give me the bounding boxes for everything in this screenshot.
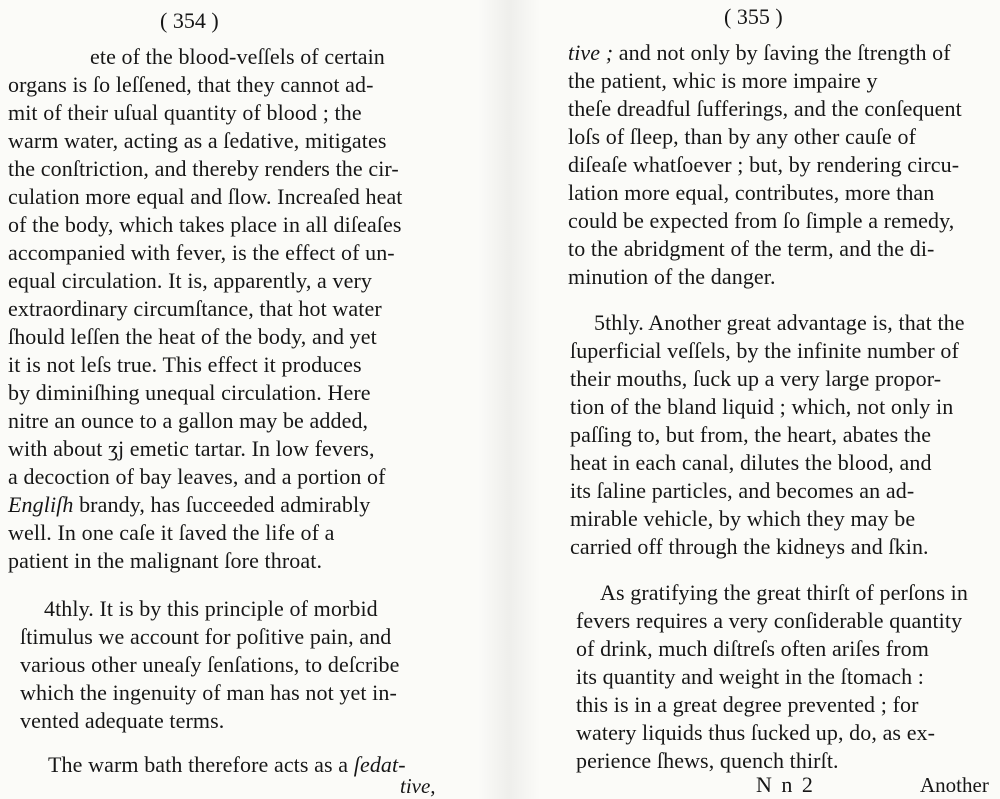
right-catchword: Another [920, 773, 989, 797]
text-span: brandy, has ſucceeded admirably [73, 492, 371, 517]
italic-word: ſedat- [353, 752, 406, 777]
text-line: accompanied with fever, is the effect of un- [8, 240, 395, 265]
text-line: perience ſhews, quench thirſt. [576, 748, 839, 773]
right-page [540, 0, 1000, 799]
text-line: various other uneaſy ſenſations, to deſcribe [20, 652, 400, 677]
text-line: the patient, whic is more impaire y [568, 68, 878, 93]
text-line: its ſaline particles, and becomes an ad- [570, 478, 915, 503]
text-line: the conſtriction, and thereby renders the cir- [8, 156, 399, 181]
text-line: ſhould leſſen the heat of the body, and yet [8, 324, 377, 349]
text-line: mirable vehicle, by which they may be [570, 506, 916, 531]
text-line: As gratifying the great thirſt of perſons in [600, 580, 968, 605]
text-line: carried off through the kidneys and ſkin. [570, 534, 929, 559]
text-line: its quantity and weight in the ſtomach : [576, 664, 924, 689]
text-line: of the body, which takes place in all diſeaſes [8, 212, 402, 237]
book-gutter [478, 0, 540, 799]
left-page [0, 0, 480, 799]
signature-mark: N n 2 [756, 772, 815, 797]
text-line: this is in a great degree prevented ; for [576, 692, 919, 717]
text-line [48, 752, 406, 778]
text-line: of drink, much diſtreſs often ariſes from [576, 636, 929, 661]
text-line: ſuperficial veſſels, by the infinite number of [570, 338, 959, 363]
italic-word: tive ; [568, 40, 614, 65]
text-line: by diminiſhing unequal circulation. Here [8, 380, 371, 405]
text-line: theſe dreadful ſufferings, and the conſequent [568, 96, 962, 121]
text-line: mit of their uſual quantity of blood ; the [8, 100, 362, 125]
text-line: warm water, acting as a ſedative, mitigates [8, 128, 387, 153]
text-span: The warm bath therefore acts as a [48, 752, 354, 777]
italic-word: Engliſh [8, 492, 74, 517]
text-line: nitre an ounce to a gallon may be added, [8, 408, 369, 433]
right-page-number: ( 355 ) [724, 4, 783, 29]
text-line: 5thly. Another great advantage is, that the [594, 310, 965, 335]
text-line: diſeaſe whatſoever ; but, by rendering circu- [568, 152, 960, 177]
text-line: extraordinary circumſtance, that hot water [8, 296, 382, 321]
text-line: minution of the danger. [568, 264, 776, 289]
text-line: fevers requires a very conſiderable quantity [576, 608, 963, 633]
text-line: 4thly. It is by this principle of morbid [44, 596, 378, 621]
text-line: patient in the malignant ſore throat. [8, 548, 323, 573]
text-line: with about ʒj emetic tartar. In low fevers, [8, 436, 375, 461]
text-line: well. In one caſe it ſaved the life of a [8, 520, 335, 545]
left-page-number: ( 354 ) [160, 8, 219, 33]
text-line: equal circulation. It is, apparently, a very [8, 268, 372, 293]
text-line [568, 40, 951, 66]
text-line: vented adequate terms. [20, 708, 225, 733]
text-line: organs is ſo leſſened, that they cannot ad- [8, 72, 374, 97]
text-line: heat in each canal, dilutes the blood, and [570, 450, 932, 475]
text-line: tion of the bland liquid ; which, not only in [570, 394, 954, 419]
text-line [8, 492, 370, 518]
text-span: and not only by ſaving the ſtrength of [613, 40, 951, 65]
text-line: to the abridgment of the term, and the di- [568, 236, 935, 261]
text-line: it is not leſs true. This effect it produces [8, 352, 362, 377]
text-line: which the ingenuity of man has not yet in- [20, 680, 397, 705]
text-line: ſtimulus we account for poſitive pain, and [20, 624, 392, 649]
text-line: ete of the blood-veſſels of certain [90, 44, 385, 69]
text-line: paſſing to, but from, the heart, abates the [570, 422, 932, 447]
text-line: culation more equal and ſlow. Increaſed heat [8, 184, 403, 209]
text-line: watery liquids thus ſucked up, do, as ex- [576, 720, 936, 745]
text-line: loſs of ſleep, than by any other cauſe of [568, 124, 917, 149]
text-line: their mouths, ſuck up a very large propor- [570, 366, 942, 391]
left-catchword: tive, [400, 774, 436, 798]
text-line: lation more equal, contributes, more than [568, 180, 935, 205]
text-line: could be expected from ſo ſimple a remedy, [568, 208, 955, 233]
text-line: a decoction of bay leaves, and a portion of [8, 464, 386, 489]
